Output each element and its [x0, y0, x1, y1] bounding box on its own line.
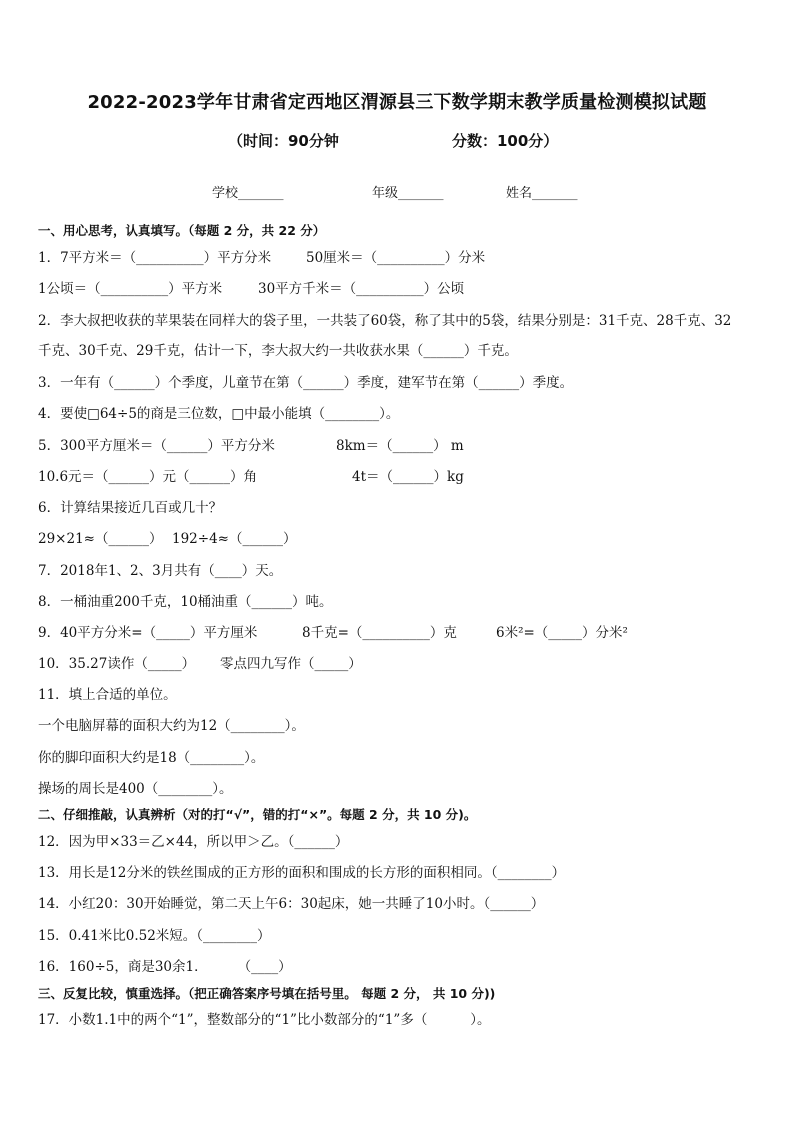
question-9b: 8千克=（__________）克 — [302, 625, 457, 641]
question-5b: 8km＝（______） m — [336, 438, 464, 454]
question-13: 13．用长是12分米的铁丝围成的正方形的面积和围成的长方形的面积相同。（________） — [38, 865, 566, 881]
question-9a: 9．40平方分米=（_____）平方厘米 — [38, 625, 258, 641]
question-14: 14．小红20：30开始睡觉，第二天上午6：30起床，她一共睡了10小时。（______） — [38, 896, 545, 912]
question-10b: 零点四九写作（_____） — [220, 656, 362, 672]
total-score: 分数：100分） — [452, 132, 559, 150]
question-8: 8．一桶油重200千克，10桶油重（______）吨。 — [38, 594, 333, 610]
school-field[interactable]: 学校_______ — [212, 186, 284, 201]
page-title: 2022-2023学年甘肃省定西地区渭源县三下数学期末教学质量检测模拟试题 — [87, 92, 707, 113]
question-6b: 192÷4≈（______） — [172, 531, 297, 547]
time-limit: （时间：90分钟 — [228, 132, 339, 150]
question-2-line2: 千克、30千克、29千克，估计一下，李大叔大约一共收获水果（______）千克。 — [38, 343, 518, 359]
question-16: 16．160÷5，商是30余1． （____） — [38, 959, 292, 975]
question-5d: 4t＝（______）kg — [352, 469, 464, 485]
question-6: 6．计算结果接近几百或几十？ — [38, 500, 223, 516]
question-6a: 29×21≈（______） — [38, 531, 163, 547]
question-1c: 1公顷＝（__________）平方米 — [38, 281, 223, 297]
question-11a: 一个电脑屏幕的面积大约为12（________）。 — [38, 718, 305, 734]
grade-field[interactable]: 年级_______ — [372, 186, 444, 201]
question-3: 3．一年有（______）个季度，儿童节在第（______）季度，建军节在第（______）季度。 — [38, 375, 574, 391]
question-17: 17．小数1.1中的两个“1”，整数部分的“1”比小数部分的“1”多（ ）。 — [38, 1012, 491, 1028]
section-1-heading: 一、用心思考，认真填写。（每题 2 分，共 22 分） — [38, 223, 326, 238]
question-2-line1: 2．李大叔把收获的苹果装在同样大的袋子里，一共装了60袋，称了其中的5袋，结果分别是：31千克、28千克、32 — [38, 313, 732, 329]
question-9c: 6米²=（_____）分米² — [496, 625, 628, 641]
name-field[interactable]: 姓名_______ — [506, 186, 578, 201]
question-5c: 10.6元＝（______）元（______）角 — [38, 469, 258, 485]
question-1d: 30平方千米＝（__________）公顷 — [258, 281, 465, 297]
question-12: 12．因为甲×33＝乙×44，所以甲＞乙。（______） — [38, 834, 349, 850]
question-10a: 10．35.27读作（_____） — [38, 656, 196, 672]
question-7: 7．2018年1、2、3月共有（____）天。 — [38, 563, 283, 579]
question-11: 11．填上合适的单位。 — [38, 687, 177, 703]
question-4: 4．要使□64÷5的商是三位数，□中最小能填（________）。 — [38, 406, 400, 422]
question-11b: 你的脚印面积大约是18（________）。 — [38, 750, 265, 766]
question-11c: 操场的周长是400（________）。 — [38, 781, 233, 797]
question-5a: 5．300平方厘米＝（______）平方分米 — [38, 438, 275, 454]
question-1b: 50厘米＝（__________）分米 — [306, 250, 486, 266]
question-1a: 1．7平方米＝（__________）平方分米 — [38, 250, 272, 266]
section-3-heading: 三、反复比较，慎重选择。（把正确答案序号填在括号里。 每题 2 分， 共 10 分)) — [38, 986, 496, 1001]
section-2-heading: 二、仔细推敲，认真辨析（对的打“√”，错的打“×”。每题 2 分，共 10 分)。 — [38, 807, 477, 822]
question-15: 15．0.41米比0.52米短。（________） — [38, 928, 271, 944]
